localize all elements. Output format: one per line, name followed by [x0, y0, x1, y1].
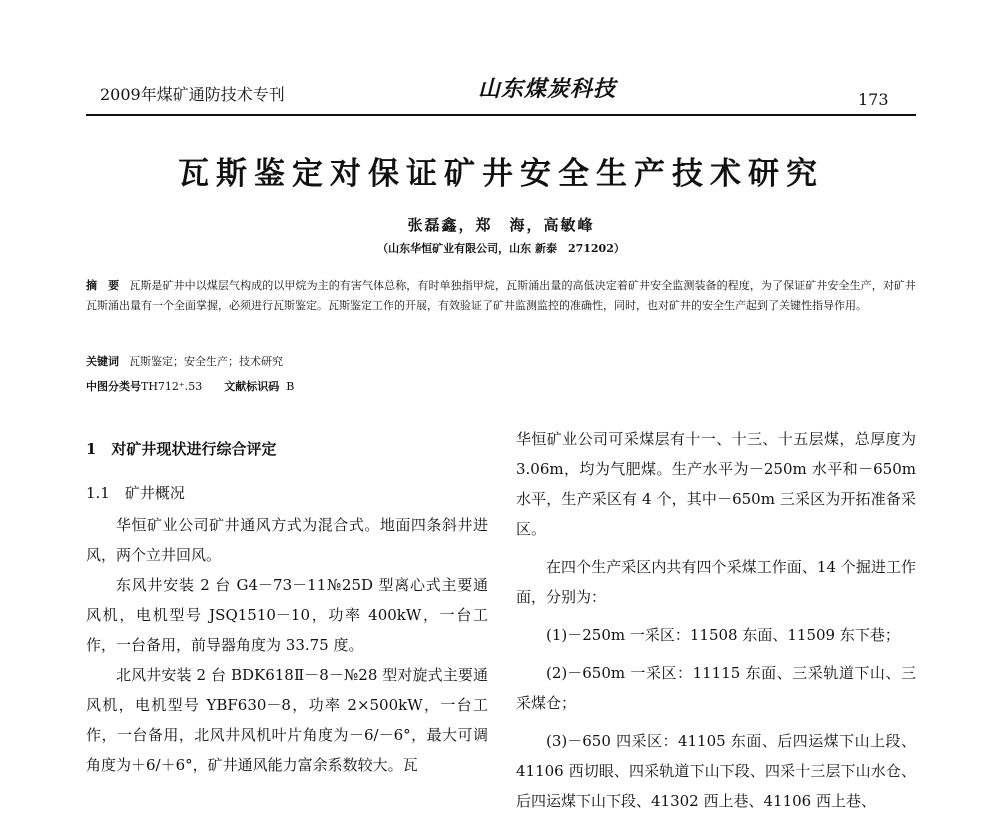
doc-code-value: B	[286, 380, 295, 393]
doc-code-label: 文献标识码	[224, 380, 280, 393]
paper-title: 瓦斯鉴定对保证矿井安全生产技术研究	[178, 156, 824, 192]
keywords	[86, 353, 283, 369]
affiliation: （山东华恒矿业有限公司，山东 新泰 271202）	[377, 242, 625, 255]
classification-line	[86, 378, 294, 394]
left-column	[86, 432, 488, 780]
right-column	[516, 424, 916, 816]
paragraph: 北风井安装 2 台 BDK618Ⅱ－8－№28 型对旋式主要通风机，电机型号 YBF630－8，功率 2×500kW，一台工作，一台备用，北风井风机叶片角度为－6/－6°，最大可调角度为＋6/＋6°，矿井通风能力富余系数较大。瓦	[86, 666, 488, 774]
clc-label: 中图分类号	[86, 380, 141, 393]
paragraph: 华恒矿业公司可采煤层有十一、十三、十五层煤，总厚度为 3.06m，均为气肥煤。生产水平为－250m 水平和－650m 水平，生产采区有 4 个，其中－650m 三采区为开拓准备采区。	[516, 430, 916, 538]
clc-value: TH712⁺.53	[141, 380, 203, 393]
header-rule	[86, 114, 916, 116]
list-item: (1)－250m 一采区：11508 东面、11509 东下巷；	[546, 626, 900, 644]
abstract-label: 摘 要	[86, 279, 120, 292]
paragraph: 东风井安装 2 台 G4－73－11№25D 型离心式主要通风机，电机型号 JSQ1510－10，功率 400kW，一台工作，一台备用，前导器角度为 33.75 度。	[86, 576, 488, 654]
journal-name: 山东煤炭科技	[478, 76, 617, 102]
journal-issue: 2009年煤矿通防技术专刊	[100, 85, 285, 104]
section-heading: 1 对矿井现状进行综合评定	[86, 440, 277, 458]
list-item: (2)－650m 一采区：11115 东面、三采轨道下山、三采煤仓；	[516, 664, 916, 712]
paragraph: 在四个生产采区内共有四个采煤工作面、14 个掘进工作面，分别为：	[516, 558, 916, 606]
page-number: 173	[858, 90, 889, 109]
authors: 张磊鑫，郑 海，高敏峰	[407, 216, 595, 234]
list-item: (3)－650 四采区：41105 东面、后四运煤下山上段、41106 西切眼、四采轨道下山下段、四采十三层下山水仓、后四运煤下山下段、41302 西上巷、41106 西上巷、	[516, 732, 916, 810]
keywords-text: 瓦斯鉴定；安全生产；技术研究	[129, 355, 283, 368]
paragraph: 华恒矿业公司矿井通风方式为混合式。地面四条斜井进风，两个立井回风。	[86, 516, 488, 564]
keywords-label: 关键词	[86, 355, 119, 368]
abstract-text: 瓦斯是矿井中以煤层气构成的以甲烷为主的有害气体总称，有时单独指甲烷，瓦斯涌出量的高低决定着矿井安全监测装备的程度，为了保证矿井安全生产，对矿井瓦斯涌出量有一个全面掌握，必须进行瓦斯鉴定。瓦斯鉴定工作的开展，有效验证了矿井监测监控的准确性，同时，也对矿井的安全生产起到了关键性指导作用。	[86, 279, 916, 312]
subsection-heading: 1.1 矿井概况	[86, 484, 185, 502]
abstract	[86, 276, 916, 316]
